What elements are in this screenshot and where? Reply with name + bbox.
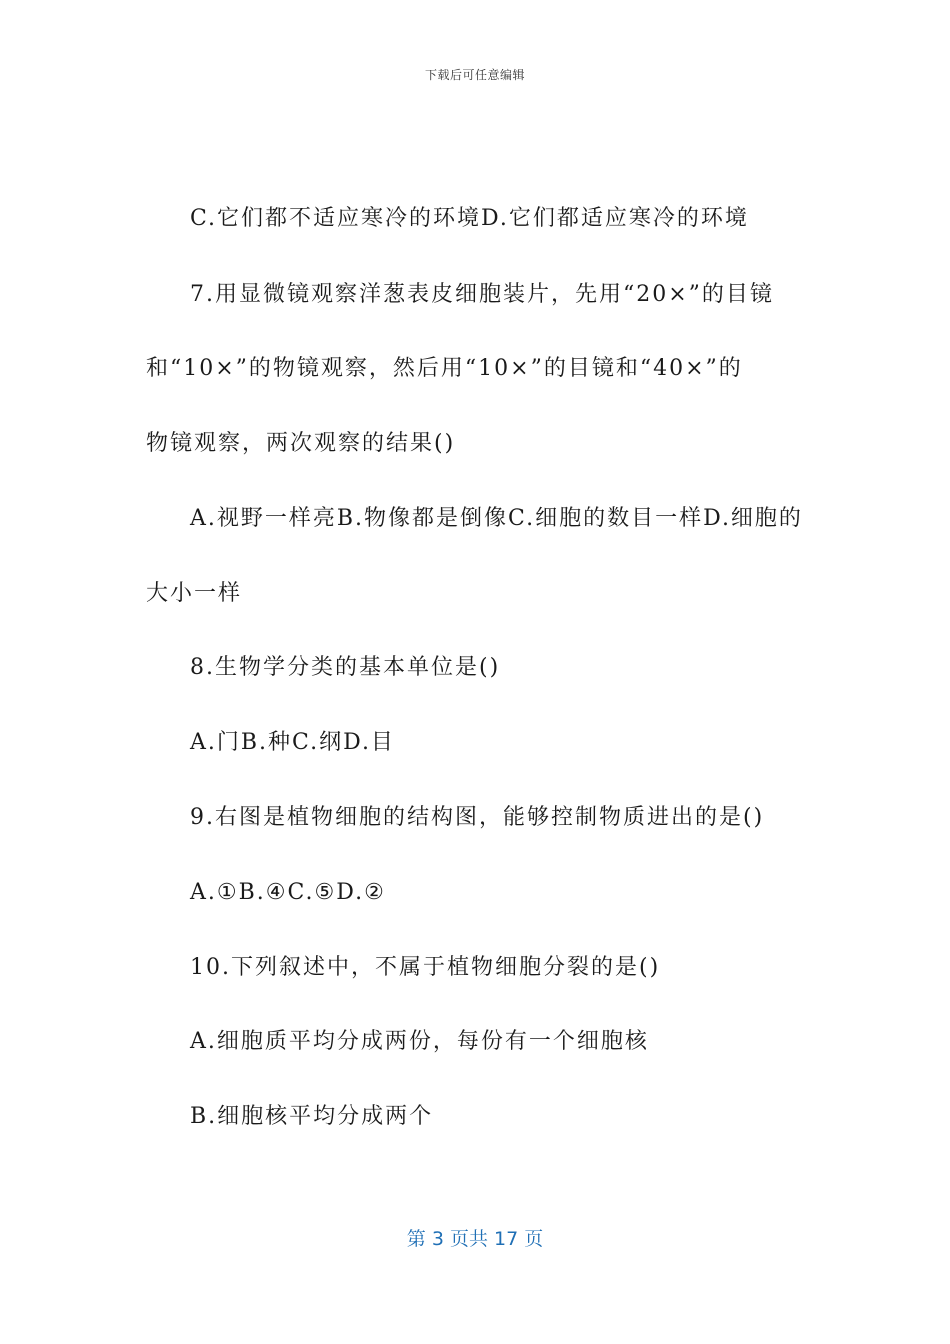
- question-10: 10.下列叙述中，不属于植物细胞分裂的是(): [190, 955, 661, 980]
- question-9: 9.右图是植物细胞的结构图，能够控制物质进出的是(): [190, 805, 765, 830]
- question-7-options-line-2: 大小一样: [146, 581, 243, 606]
- question-7-options-line-1: A.视野一样亮B.物像都是倒像C.细胞的数目一样D.细胞的: [190, 506, 803, 531]
- question-10-option-b: B.细胞核平均分成两个: [190, 1104, 434, 1129]
- question-8-options: A.门B.种C.纲D.目: [190, 730, 395, 755]
- question-7-line-3: 物镜观察，两次观察的结果(): [146, 431, 456, 456]
- question-9-options: A.①B.④C.⑤D.②: [190, 880, 386, 905]
- question-7-line-2: 和“10×”的物镜观察，然后用“10×”的目镜和“40×”的: [146, 356, 743, 381]
- page-number-footer: 第 3 页共 17 页: [406, 1228, 544, 1250]
- question-8: 8.生物学分类的基本单位是(): [190, 655, 501, 680]
- option-line-q6-cd: C.它们都不适应寒冷的环境D.它们都适应寒冷的环境: [190, 206, 749, 231]
- header-note: 下载后可任意编辑: [424, 68, 525, 82]
- question-10-option-a: A.细胞质平均分成两份，每份有一个细胞核: [190, 1029, 649, 1054]
- question-7-line-1: 7.用显微镜观察洋葱表皮细胞装片，先用“20×”的目镜: [190, 282, 774, 307]
